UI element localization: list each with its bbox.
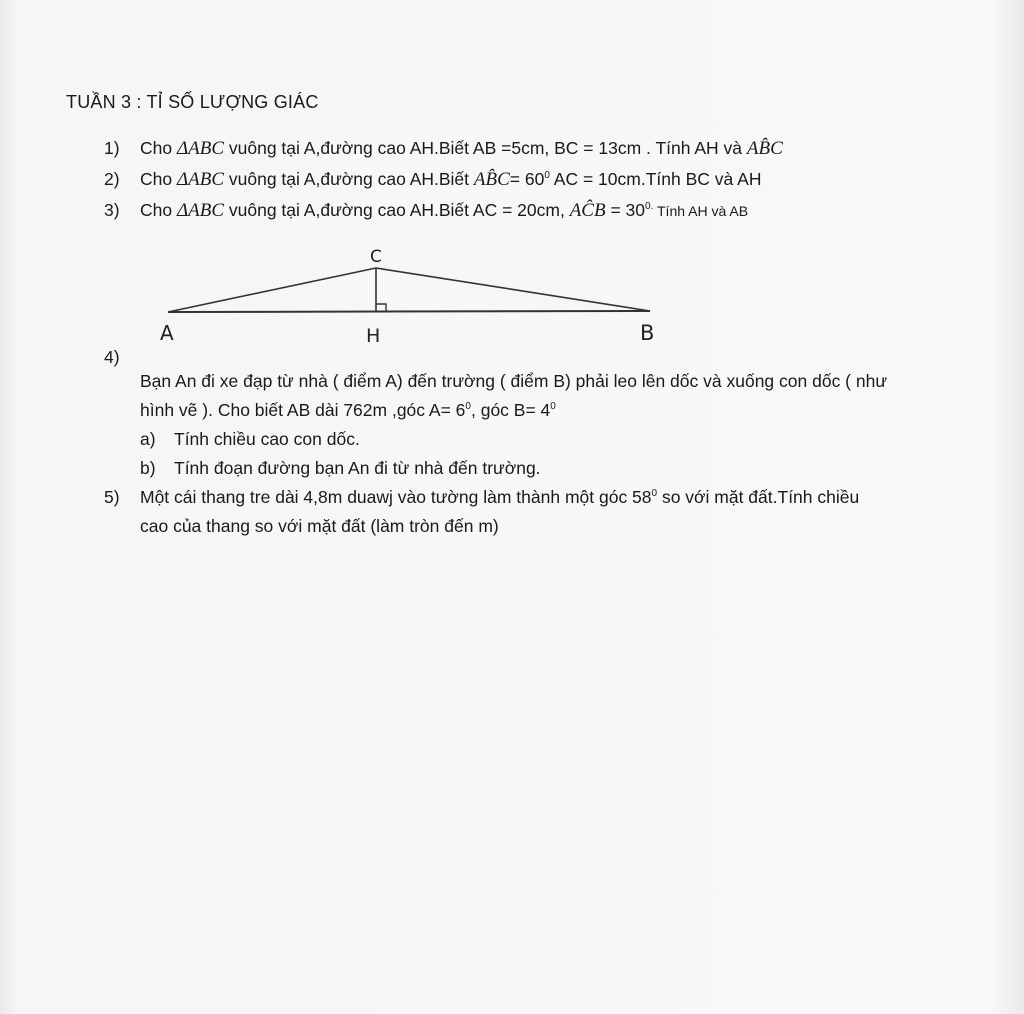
label-b: B: [640, 321, 655, 345]
angle-symbol: AĈB: [569, 200, 606, 221]
problem-5: [104, 487, 859, 508]
angle-symbol: AB̂C: [473, 169, 510, 190]
triangle-symbol: ΔABC: [176, 169, 225, 190]
degree-mark: 0.: [645, 201, 654, 213]
degree-mark: 0: [465, 401, 471, 413]
problem-text: hình vẽ ). Cho biết AB dài 762m ,góc A= 6: [140, 400, 466, 420]
triangle-symbol: ΔABC: [176, 200, 225, 221]
label-h: H: [366, 325, 381, 347]
problem-4-number: 4): [104, 347, 120, 367]
problem-text: vuông tại A,đường cao AH.Biết AB =5cm, BC = 13cm . Tính AH và: [224, 138, 747, 158]
part-text: Tính đoạn đường bạn An đi từ nhà đến trường.: [174, 458, 541, 478]
problem-number: 1): [104, 138, 120, 158]
part-label: b): [140, 458, 156, 478]
segment-cb: [376, 268, 650, 311]
problem-text: AC = 10cm.Tính BC và AH: [549, 169, 762, 189]
page-title: TUẦN 3 : TỈ SỐ LƯỢNG GIÁC: [66, 92, 319, 112]
problem-text: so với mặt đất.Tính chiều: [657, 487, 860, 507]
degree-mark: 0: [550, 401, 556, 413]
angle-symbol: AB̂C: [746, 138, 783, 159]
problem-text: Tính AH và AB: [653, 203, 749, 219]
problem-4-part-a: [140, 429, 360, 450]
problem-number: 3): [104, 200, 120, 220]
problem-4-line-1: Bạn An đi xe đạp từ nhà ( điểm A) đến trường ( điểm B) phải leo lên dốc và xuống con dốc ( như: [140, 371, 888, 391]
degree-mark: 0: [544, 170, 550, 182]
segment-ac: [168, 268, 376, 312]
label-c: C: [370, 247, 382, 267]
problem-4-part-b: [140, 458, 541, 479]
problem-text: vuông tại A,đường cao AH.Biết: [224, 169, 474, 189]
problem-number: 2): [104, 169, 120, 189]
problem-5-line-2: cao của thang so với mặt đất (làm tròn đến m): [140, 516, 499, 536]
part-label: a): [140, 429, 156, 449]
problem-text: , góc B= 4: [470, 400, 551, 420]
problem-text: Một cái thang tre dài 4,8m duawj vào tường làm thành một góc 58: [140, 487, 652, 507]
label-a: A: [160, 321, 174, 345]
problem-text: = 30: [605, 200, 646, 220]
problem-number: 5): [104, 487, 120, 507]
problem-text: Cho: [140, 200, 177, 220]
problem-4-line-2: [140, 400, 556, 421]
problem-text: Cho: [140, 169, 177, 189]
problem-text: Cho: [140, 138, 177, 158]
segment-ab: [168, 311, 650, 312]
part-text: Tính chiều cao con dốc.: [174, 429, 360, 449]
triangle-symbol: ΔABC: [176, 138, 225, 159]
problem-text: = 60: [509, 169, 545, 189]
problem-text: vuông tại A,đường cao AH.Biết AC = 20cm,: [224, 200, 570, 220]
degree-mark: 0: [651, 488, 658, 500]
